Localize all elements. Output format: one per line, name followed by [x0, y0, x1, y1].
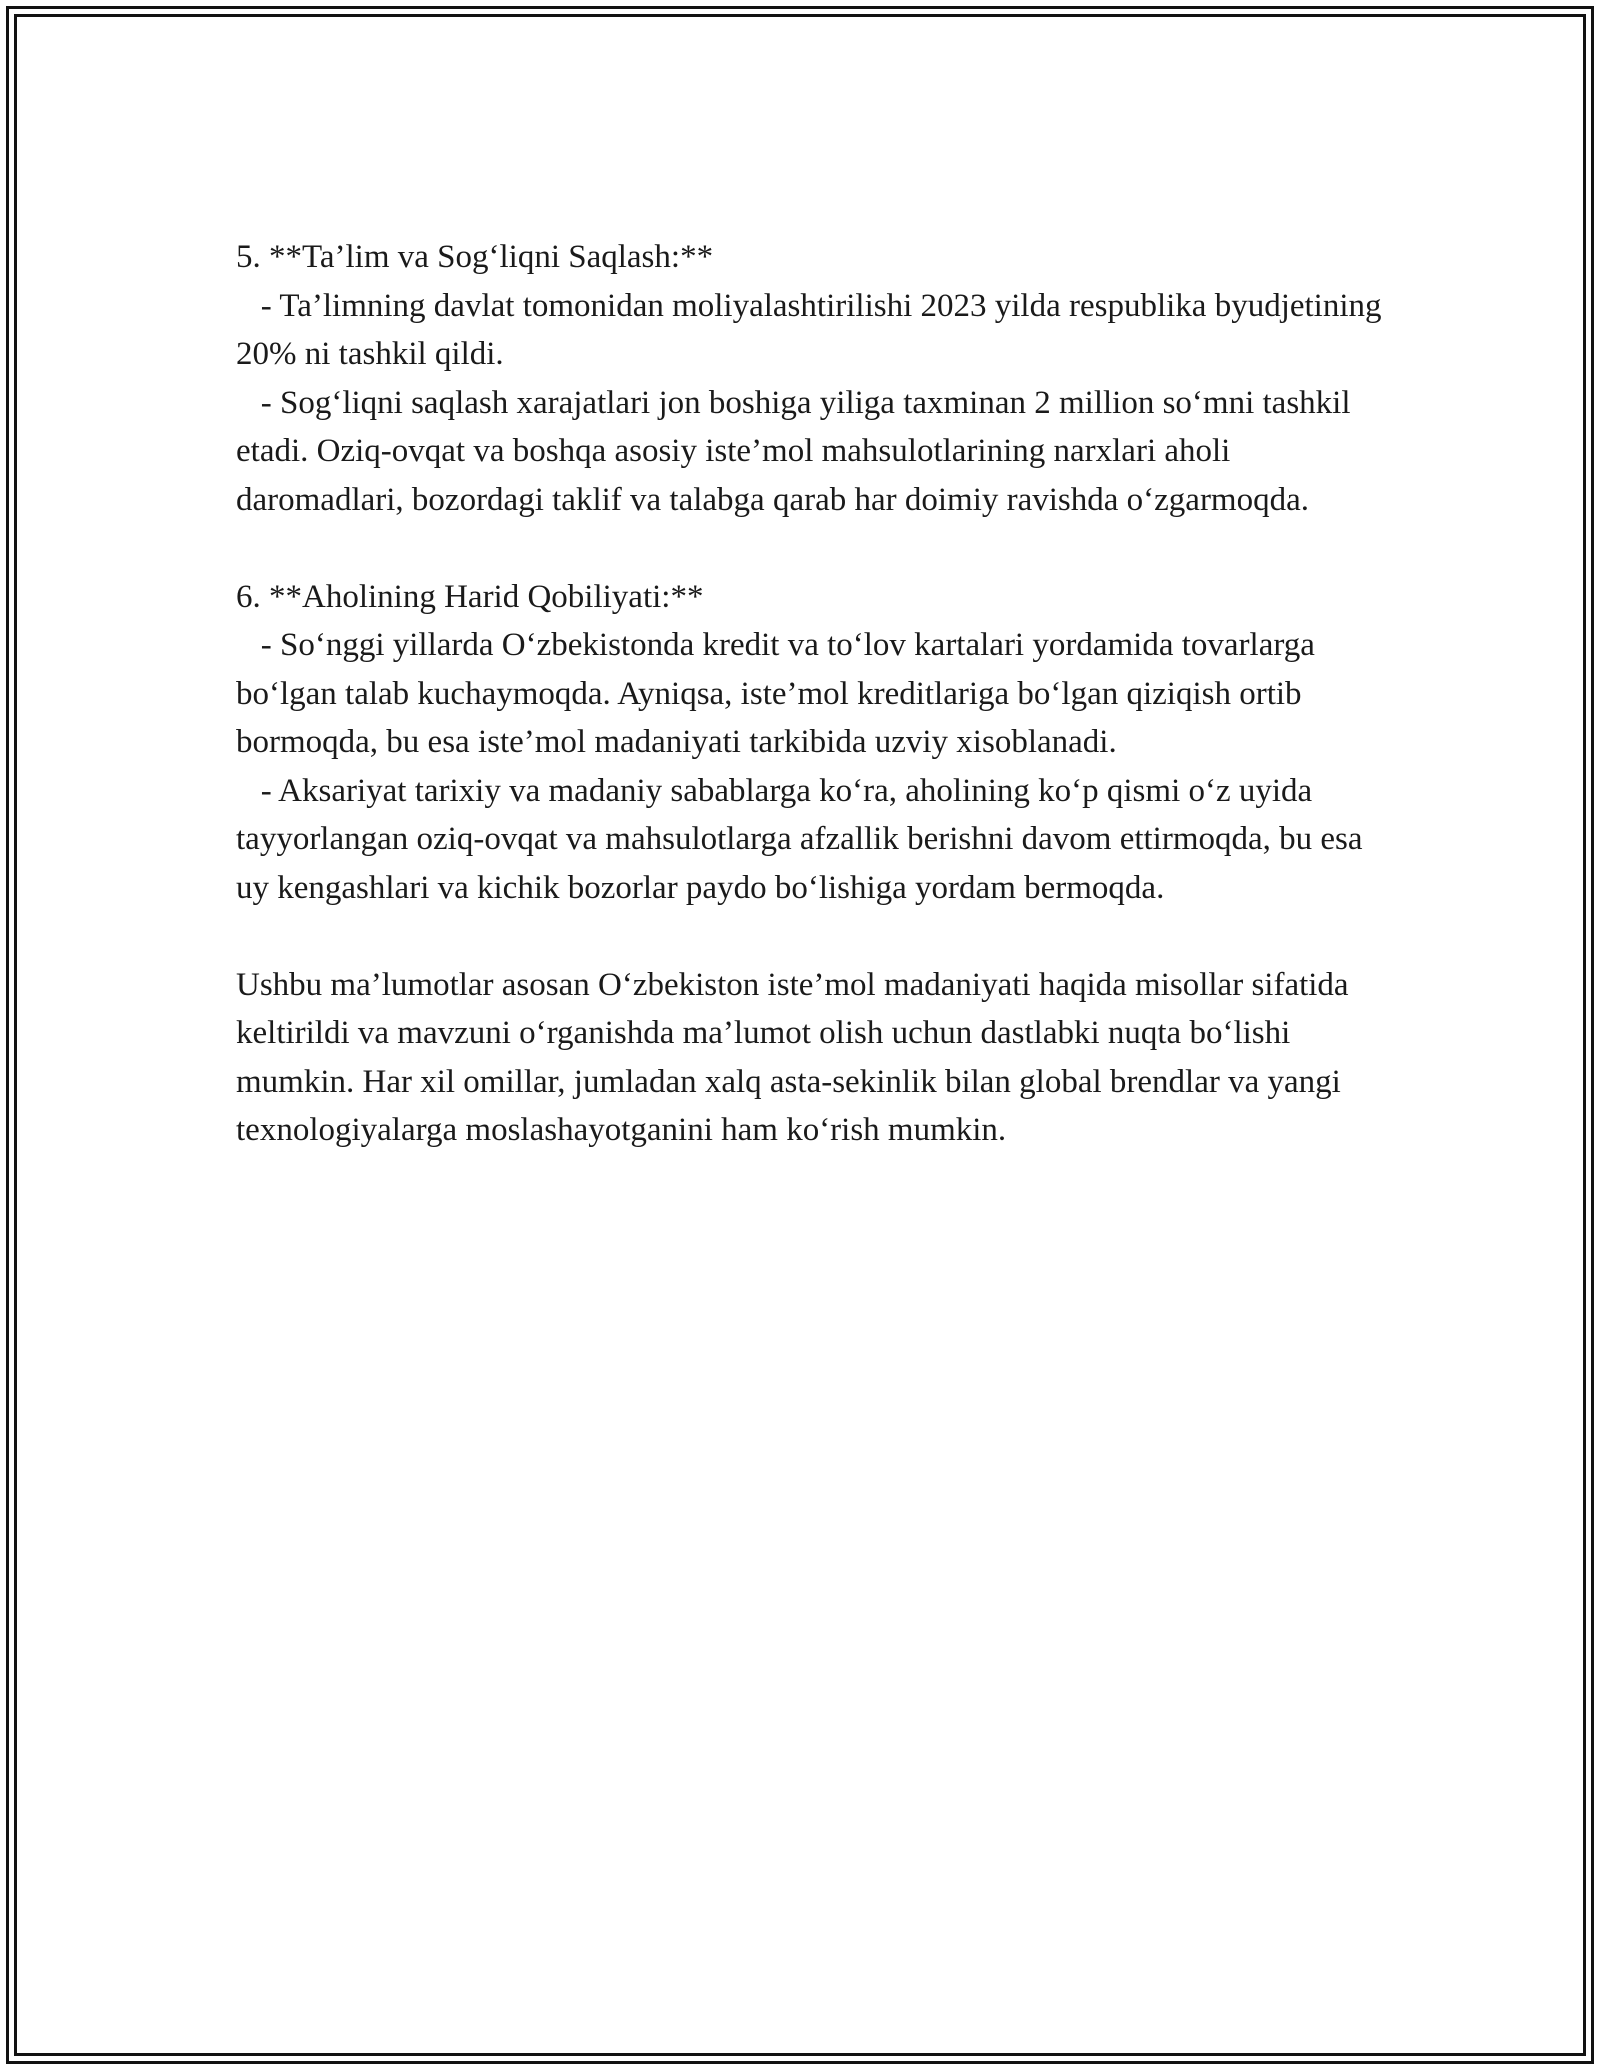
section-5-heading: 5. **Ta’lim va Sog‘liqni Saqlash:**	[236, 239, 714, 275]
section-6-heading: 6. **Aholining Harid Qobiliyati:**	[236, 578, 704, 615]
paragraph-gap	[236, 912, 1386, 961]
document-body	[236, 233, 1390, 1155]
section-5-bullet-2: - Sog‘liqni saqlash xarajatlari jon boshiga yiliga taxminan 2 million so‘mni tashkil etadi. Oziq-ovqat va boshqa asosiy iste’mol mahsulotlarining narxlari aholi daromadlari, bozordagi taklif va talabga qarab har doimiy ravishda o‘zgarmoqda.	[236, 384, 1359, 518]
paragraph-gap	[236, 524, 1386, 573]
closing-paragraph: Ushbu ma’lumotlar asosan O‘zbekiston iste’mol madaniyati haqida misollar sifatida keltirildi va mavzuni o‘rganishda ma’lumot olish uchun dastlabki nuqta bo‘lishi mumkin. Har xil omillar, jumladan xalq asta-sekinlik bilan global brendlar va yangi texnologiyalarga moslashayotganini ham ko‘rish mumkin.	[236, 966, 1357, 1148]
section-6-bullet-2: - Aksariyat tarixiy va madaniy sabablarga ko‘ra, aholining ko‘p qismi o‘z uyida tayyorlangan oziq-ovqat va mahsulotlarga afzallik berishni davom ettirmoqda, bu esa uy kengashlari va kichik bozorlar paydo bo‘lishiga yordam bermoqda.	[236, 772, 1371, 906]
section-5-bullet-1: - Ta’limning davlat tomonidan moliyalashtirilishi 2023 yilda respublika byudjetining 20% ni tashkil qildi.	[236, 287, 1390, 372]
section-6-bullet-1: - So‘nggi yillarda O‘zbekistonda kredit va to‘lov kartalari yordamida tovarlarga bo‘lgan talab kuchaymoqda. Ayniqsa, iste’mol kreditlariga bo‘lgan qiziqish ortib bormoqda, bu esa iste’mol madaniyati tarkibida uzviy xisoblanadi.	[236, 627, 1324, 760]
